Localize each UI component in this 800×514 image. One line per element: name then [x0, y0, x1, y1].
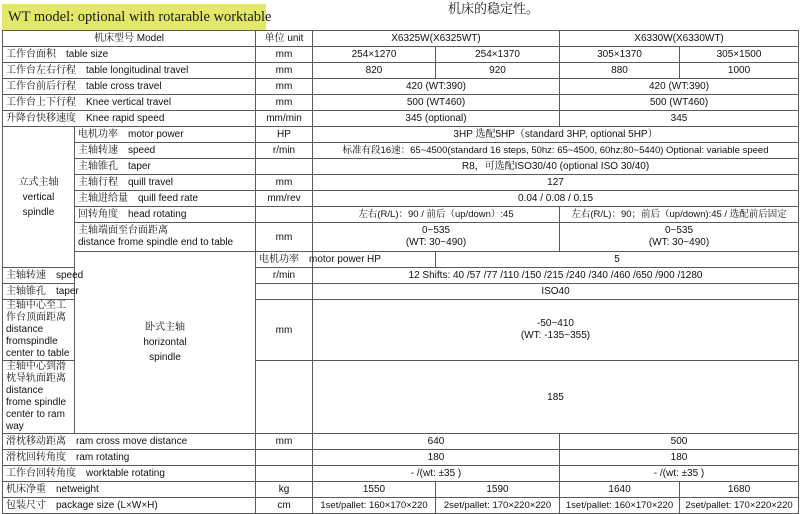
- vertical-spindle-label: 立式主轴 vertical spindle: [3, 127, 75, 268]
- row-unit: mm: [256, 434, 313, 450]
- row-unit: r/min: [256, 143, 313, 159]
- row-label: 主轴转速 speed: [75, 143, 256, 159]
- header-col1: X6325W(X6325WT): [313, 31, 560, 47]
- row-unit: r/min: [256, 268, 313, 284]
- cell: - /(wt: ±35 ): [560, 466, 799, 482]
- row-unit: HP: [313, 252, 436, 268]
- cell: 2set/pallet: 170×220×220: [680, 498, 799, 514]
- header-unit: 单位 unit: [256, 31, 313, 47]
- row-label: 主轴锥孔 taper: [3, 284, 75, 300]
- row-unit: [256, 207, 313, 223]
- cell: 1640: [560, 482, 680, 498]
- cell: 345: [560, 111, 799, 127]
- row-unit: mm: [256, 47, 313, 63]
- row-label: 主轴行程 quill travel: [75, 175, 256, 191]
- row-unit: [256, 159, 313, 175]
- table-row: [3, 482, 799, 498]
- row-unit: [256, 361, 313, 434]
- row-unit: cm: [256, 498, 313, 514]
- table-row: [3, 95, 799, 111]
- table-row: [3, 498, 799, 514]
- row-unit: mm/rev: [256, 191, 313, 207]
- table-row: [3, 223, 799, 252]
- row-unit: mm: [256, 95, 313, 111]
- table-row: [3, 175, 799, 191]
- cell: 305×1370: [560, 47, 680, 63]
- cell: 500 (WT460): [560, 95, 799, 111]
- spec-table: [2, 30, 799, 514]
- row-label: 电机功率 motor power: [256, 252, 313, 268]
- row-label: 工作台回转角度 worktable rotating: [3, 466, 256, 482]
- top-note: 机床的稳定性。: [448, 2, 540, 17]
- table-row: [3, 450, 799, 466]
- cell: 920: [436, 63, 560, 79]
- row-unit: mm: [256, 223, 313, 252]
- cell: 127: [313, 175, 799, 191]
- row-label: 机床净重 netweight: [3, 482, 256, 498]
- row-unit: kg: [256, 482, 313, 498]
- cell: 345 (optional): [313, 111, 560, 127]
- cell: 500 (WT460): [313, 95, 560, 111]
- row-label: 工作台左右行程 table longitudinal travel: [3, 63, 256, 79]
- cell: 305×1500: [680, 47, 799, 63]
- row-unit: mm: [256, 63, 313, 79]
- cell: 180: [560, 450, 799, 466]
- row-unit: mm: [256, 79, 313, 95]
- table-row: [3, 434, 799, 450]
- banner-title: WT model: optional with rotarable worktable: [2, 4, 266, 30]
- cell: 880: [560, 63, 680, 79]
- row-unit: mm: [256, 300, 313, 361]
- cell: 0~535 (WT: 30~490): [560, 223, 799, 252]
- table-row: [3, 63, 799, 79]
- header-model: 机床型号 Model: [3, 31, 256, 47]
- row-unit: HP: [256, 127, 313, 143]
- cell: 1set/pallet: 160×170×220: [560, 498, 680, 514]
- row-label: 主轴锥孔 taper: [75, 159, 256, 175]
- table-row: [3, 111, 799, 127]
- cell: -50~410 (WT: -135~355): [313, 300, 799, 361]
- cell: 1set/pallet: 160×170×220: [313, 498, 436, 514]
- table-row: [3, 207, 799, 223]
- table-row: [3, 127, 799, 143]
- cell: 2set/pallet: 170×220×220: [436, 498, 560, 514]
- cell: 420 (WT:390): [560, 79, 799, 95]
- row-label: 滑枕回转角度 ram rotating: [3, 450, 256, 466]
- cell: 标准有段16速：65~4500(standard 16 steps, 50hz: 65~4500, 60hz:80~5440) Optional: variable speed: [313, 143, 799, 159]
- cell: 5: [436, 252, 799, 268]
- row-label: 主轴端面至台面距离 distance frome spindle end to table: [75, 223, 256, 252]
- row-unit: [256, 466, 313, 482]
- row-label: 主轴中心到滑枕导轨面距离 distance frome spindle center to ram way: [3, 361, 75, 434]
- cell: 0.04 / 0.08 / 0.15: [313, 191, 799, 207]
- table-row: [3, 252, 799, 268]
- row-label: 滑枕移动距离 ram cross move distance: [3, 434, 256, 450]
- table-row: [3, 191, 799, 207]
- row-label: 升降台快移速度 Knee rapid speed: [3, 111, 256, 127]
- cell: 12 Shifts: 40 /57 /77 /110 /150 /215 /240 /340 /460 /650 /900 /1280: [313, 268, 799, 284]
- cell: ISO40: [313, 284, 799, 300]
- cell: 180: [313, 450, 560, 466]
- cell: 1000: [680, 63, 799, 79]
- cell: 3HP 选配5HP（standard 3HP, optional 5HP）: [313, 127, 799, 143]
- cell: 0~535 (WT: 30~490): [313, 223, 560, 252]
- row-unit: mm: [256, 175, 313, 191]
- row-label: 电机功率 motor power: [75, 127, 256, 143]
- cell: 820: [313, 63, 436, 79]
- cell: 420 (WT:390): [313, 79, 560, 95]
- cell: 254×1370: [436, 47, 560, 63]
- row-unit: [256, 284, 313, 300]
- row-label: 工作台前后行程 table cross travel: [3, 79, 256, 95]
- row-label: 主轴进给量 quill feed rate: [75, 191, 256, 207]
- cell: 左右(R/L)：90；前后（up/down):45 / 选配前后固定: [560, 207, 799, 223]
- row-label: 工作台面积 table size: [3, 47, 256, 63]
- cell: 左右(R/L)：90 / 前后（up/down）:45: [313, 207, 560, 223]
- row-label: 回转角度 head rotating: [75, 207, 256, 223]
- row-label: 包装尺寸 package size (L×W×H): [3, 498, 256, 514]
- cell: - /(wt: ±35 ): [313, 466, 560, 482]
- cell: 1590: [436, 482, 560, 498]
- table-row: [3, 466, 799, 482]
- row-unit: [256, 450, 313, 466]
- table-row: [3, 79, 799, 95]
- horizontal-spindle-label: 卧式主轴 horizontal spindle: [75, 252, 256, 434]
- row-label: 主轴转速 speed: [3, 268, 75, 284]
- table-row: [3, 143, 799, 159]
- table-row: [3, 47, 799, 63]
- table-row: [3, 31, 799, 47]
- row-unit: mm/min: [256, 111, 313, 127]
- cell: 1550: [313, 482, 436, 498]
- cell: 185: [313, 361, 799, 434]
- row-label: 工作台上下行程 Knee vertical travel: [3, 95, 256, 111]
- table-row: [3, 159, 799, 175]
- row-label: 主轴中心至工作台顶面距离 distance fromspindle center to table: [3, 300, 75, 361]
- header-col2: X6330W(X6330WT): [560, 31, 799, 47]
- cell: 254×1270: [313, 47, 436, 63]
- cell: R8，可选配ISO30/40 (optional ISO 30/40): [313, 159, 799, 175]
- cell: 500: [560, 434, 799, 450]
- cell: 1680: [680, 482, 799, 498]
- cell: 640: [313, 434, 560, 450]
